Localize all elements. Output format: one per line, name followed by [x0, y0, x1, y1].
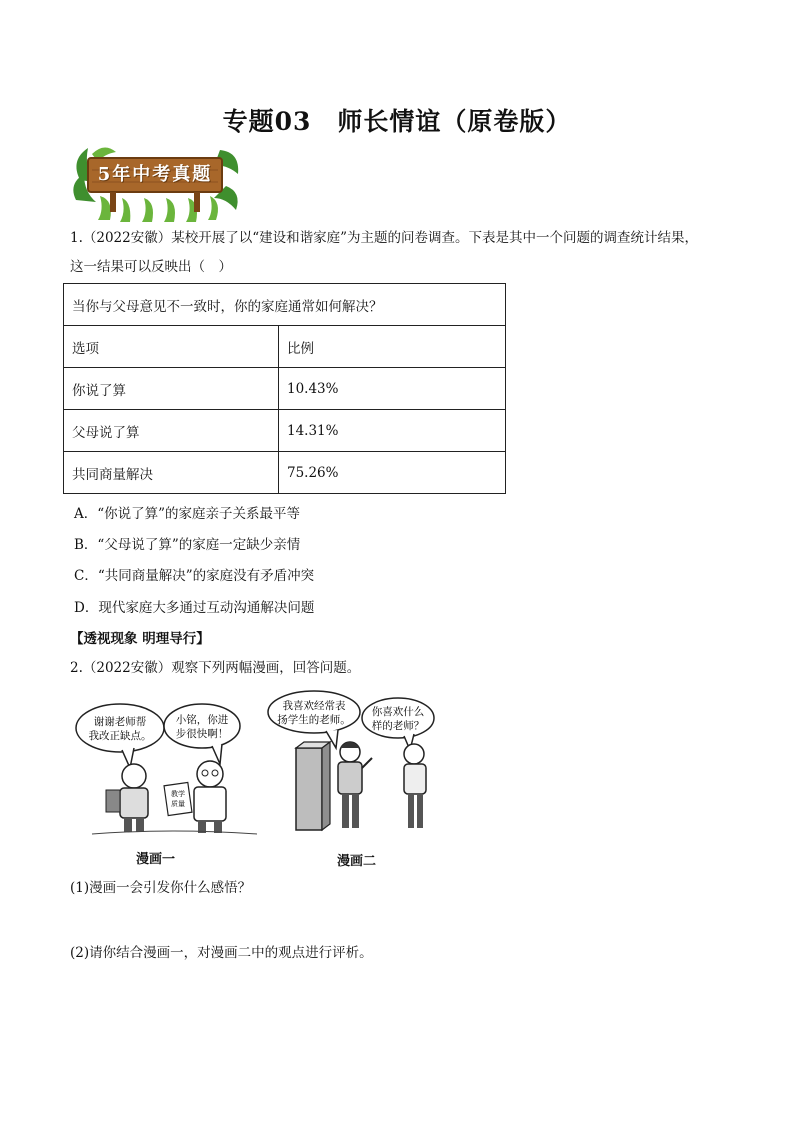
table-row	[64, 368, 506, 410]
question-1-stem-continued: 这一结果可以反映出（ ）	[70, 259, 232, 275]
table-row	[64, 410, 506, 452]
comic-one-caption: 漫画一	[136, 852, 176, 867]
survey-table	[63, 283, 506, 494]
sub-question-2: (2)请你结合漫画一，对漫画二中的观点进行评析。	[70, 945, 373, 961]
comic1-right-bubble-line1: 小铭，你进	[175, 714, 229, 726]
option-b: B．“父母说了算”的家庭一定缺少亲情	[74, 537, 301, 553]
comic1-right-bubble-line2: 步很快啊！	[175, 728, 229, 740]
option-d: D．现代家庭大多通过互动沟通解决问题	[74, 600, 315, 616]
comic2-left-bubble-line2: 扬学生的老师。	[277, 714, 351, 726]
comic2-right-bubble-line2: 样的老师？	[371, 720, 425, 732]
question-1-stem: 1.（2022安徽）某校开展了以“建设和谐家庭”为主题的问卷调查。下表是其中一个问题的调查统计结果，	[70, 230, 699, 246]
option-a: A．“你说了算”的家庭亲子关系最平等	[74, 506, 301, 522]
comic1-left-bubble-line1: 谢谢老师帮	[93, 716, 147, 728]
table-cell: 75.26%	[279, 452, 506, 494]
table-cell: 父母说了算	[64, 410, 279, 452]
badge-label: 5年中考真题	[97, 164, 213, 185]
section-heading: 【透视现象 明理导行】	[70, 631, 210, 647]
table-question: 当你与父母意见不一致时，你的家庭通常如何解决？	[64, 284, 506, 326]
table-row	[64, 452, 506, 494]
table-row	[64, 284, 506, 326]
comic-two-illustration	[264, 688, 444, 838]
table-header-cell: 比例	[279, 326, 506, 368]
comic1-left-bubble-line2: 我改正缺点。	[88, 730, 152, 742]
comic-one-illustration	[72, 690, 272, 840]
page-title: 专题03 师长情谊（原卷版）	[222, 107, 572, 136]
section-badge	[70, 140, 242, 222]
table-cell: 你说了算	[64, 368, 279, 410]
sub-question-1: (1)漫画一会引发你什么感悟？	[70, 880, 252, 896]
table-cell: 10.43%	[279, 368, 506, 410]
comic1-paper-line1: 教学	[171, 790, 185, 798]
table-cell: 共同商量解决	[64, 452, 279, 494]
option-c: C．“共同商量解决”的家庭没有矛盾冲突	[74, 568, 315, 584]
comic2-left-bubble-line1: 我喜欢经常表	[282, 700, 346, 712]
comic-one	[72, 690, 272, 840]
comic2-right-bubble-line1: 你喜欢什么	[371, 706, 425, 718]
question-2-stem: 2.（2022安徽）观察下列两幅漫画，回答问题。	[70, 660, 361, 676]
comic1-paper-line2: 质量	[171, 800, 185, 808]
comic-two	[264, 688, 444, 838]
table-row	[64, 326, 506, 368]
table-header-cell: 选项	[64, 326, 279, 368]
comic-two-caption: 漫画二	[337, 854, 377, 869]
table-cell: 14.31%	[279, 410, 506, 452]
